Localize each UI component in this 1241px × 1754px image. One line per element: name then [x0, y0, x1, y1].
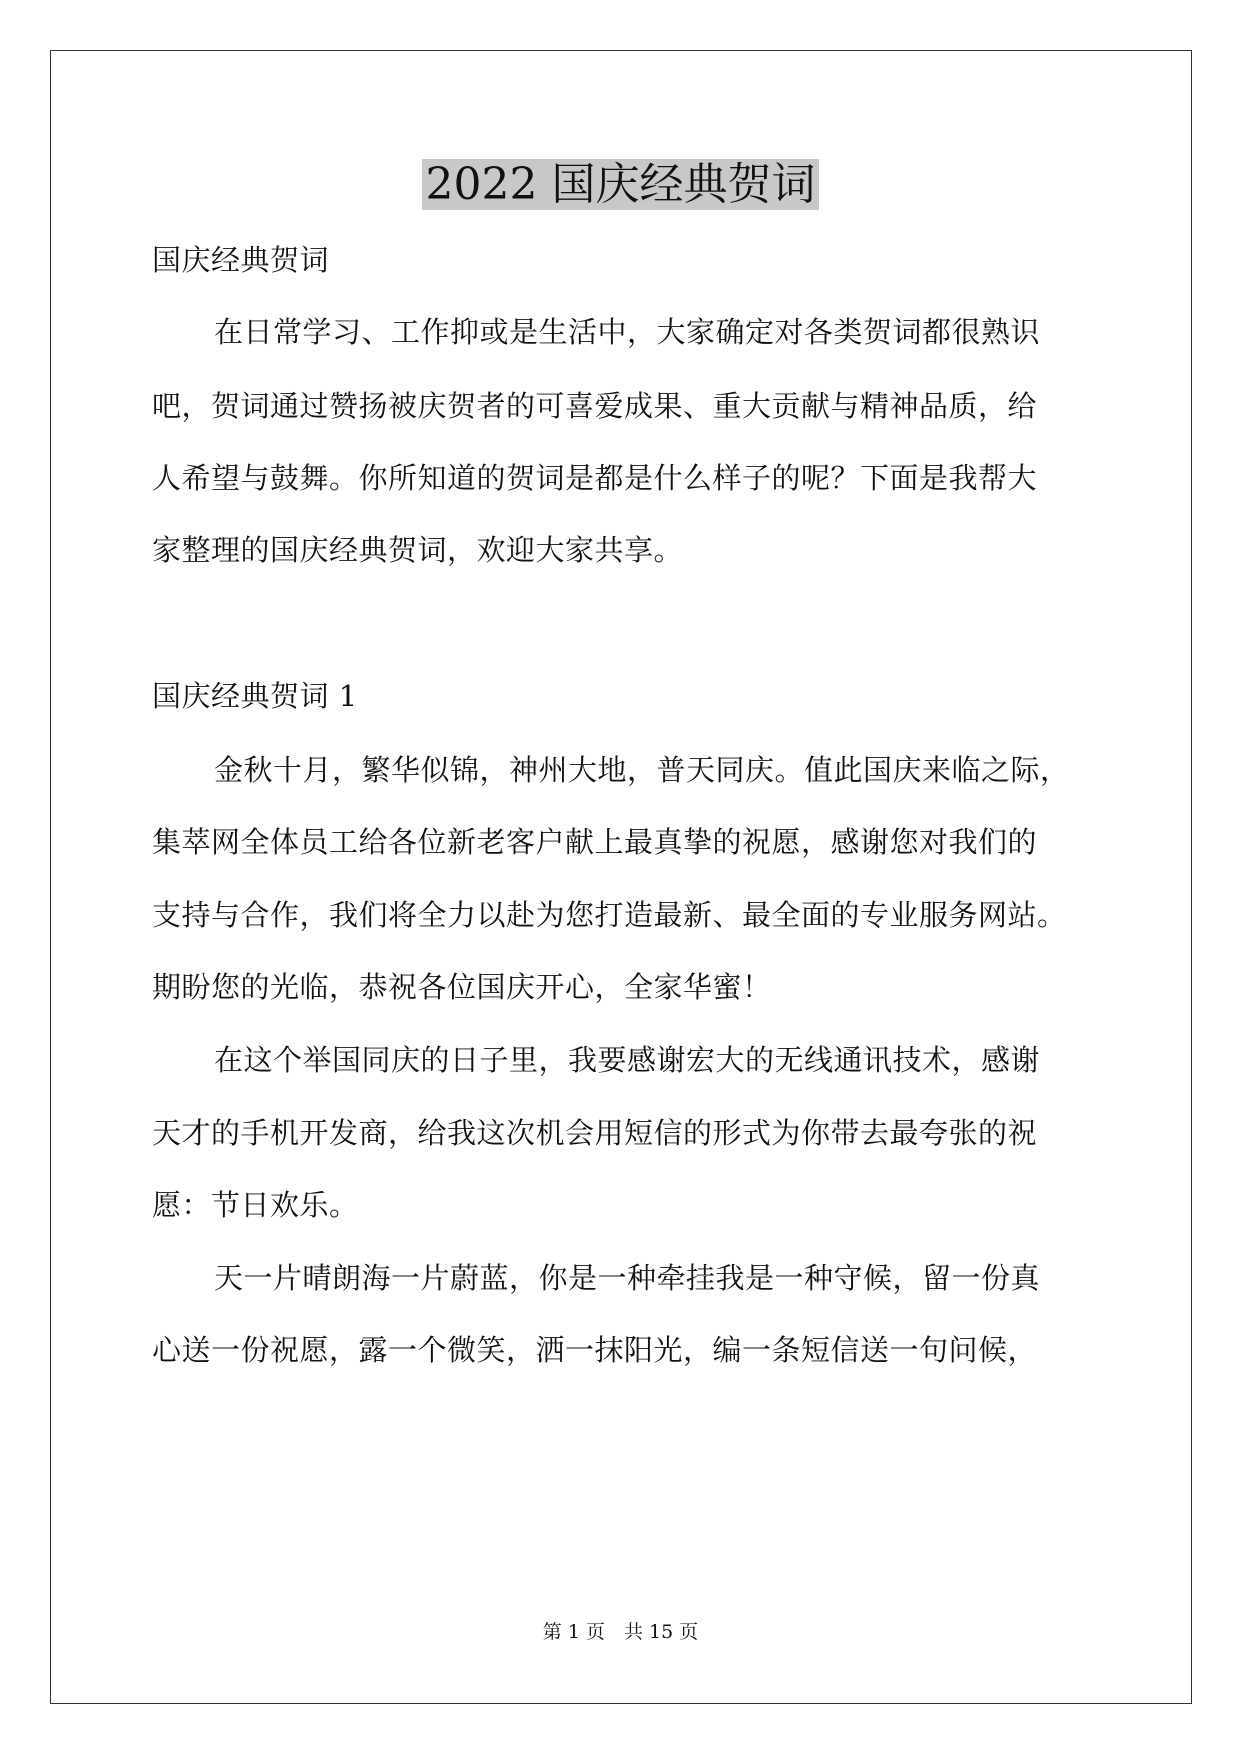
document-title-text: 2022 国庆经典贺词 [422, 159, 820, 210]
paragraph-line: 集萃网全体员工给各位新老客户献上最真挚的祝愿，感谢您对我们的 [152, 825, 1038, 859]
paragraph-line: 天才的手机开发商，给我这次机会用短信的形式为你带去最夸张的祝 [152, 1116, 1038, 1150]
paragraph-line: 人希望与鼓舞。你所知道的贺词是都是什么样子的呢？下面是我帮大 [152, 461, 1038, 495]
section-heading: 国庆经典贺词 1 [152, 679, 358, 713]
paragraph-line: 期盼您的光临，恭祝各位国庆开心，全家华蜜！ [152, 970, 772, 1004]
section-heading: 国庆经典贺词 [152, 243, 330, 277]
paragraph-line: 支持与合作，我们将全力以赴为您打造最新、最全面的专业服务网站。 [152, 898, 1067, 932]
page-border [50, 50, 1192, 1704]
paragraph-line: 在日常学习、工作抑或是生活中，大家确定对各类贺词都很熟识 [214, 315, 1041, 349]
paragraph-line: 金秋十月，繁华似锦，神州大地，普天同庆。值此国庆来临之际， [214, 753, 1070, 787]
document-title [0, 155, 1241, 215]
paragraph-line: 吧，贺词通过赞扬被庆贺者的可喜爱成果、重大贡献与精神品质，给 [152, 389, 1038, 423]
paragraph-line: 心送一份祝愿，露一个微笑，洒一抹阳光，编一条短信送一句问候， [152, 1333, 1038, 1367]
paragraph-line: 在这个举国同庆的日子里，我要感谢宏大的无线通讯技术，感谢 [214, 1043, 1041, 1077]
paragraph-line: 愿：节日欢乐。 [152, 1188, 359, 1222]
paragraph-line: 天一片晴朗海一片蔚蓝，你是一种牵挂我是一种守候，留一份真 [214, 1261, 1041, 1295]
page-number: 第 1 页 共 15 页 [542, 1621, 699, 1643]
paragraph-line: 家整理的国庆经典贺词，欢迎大家共享。 [152, 533, 684, 567]
